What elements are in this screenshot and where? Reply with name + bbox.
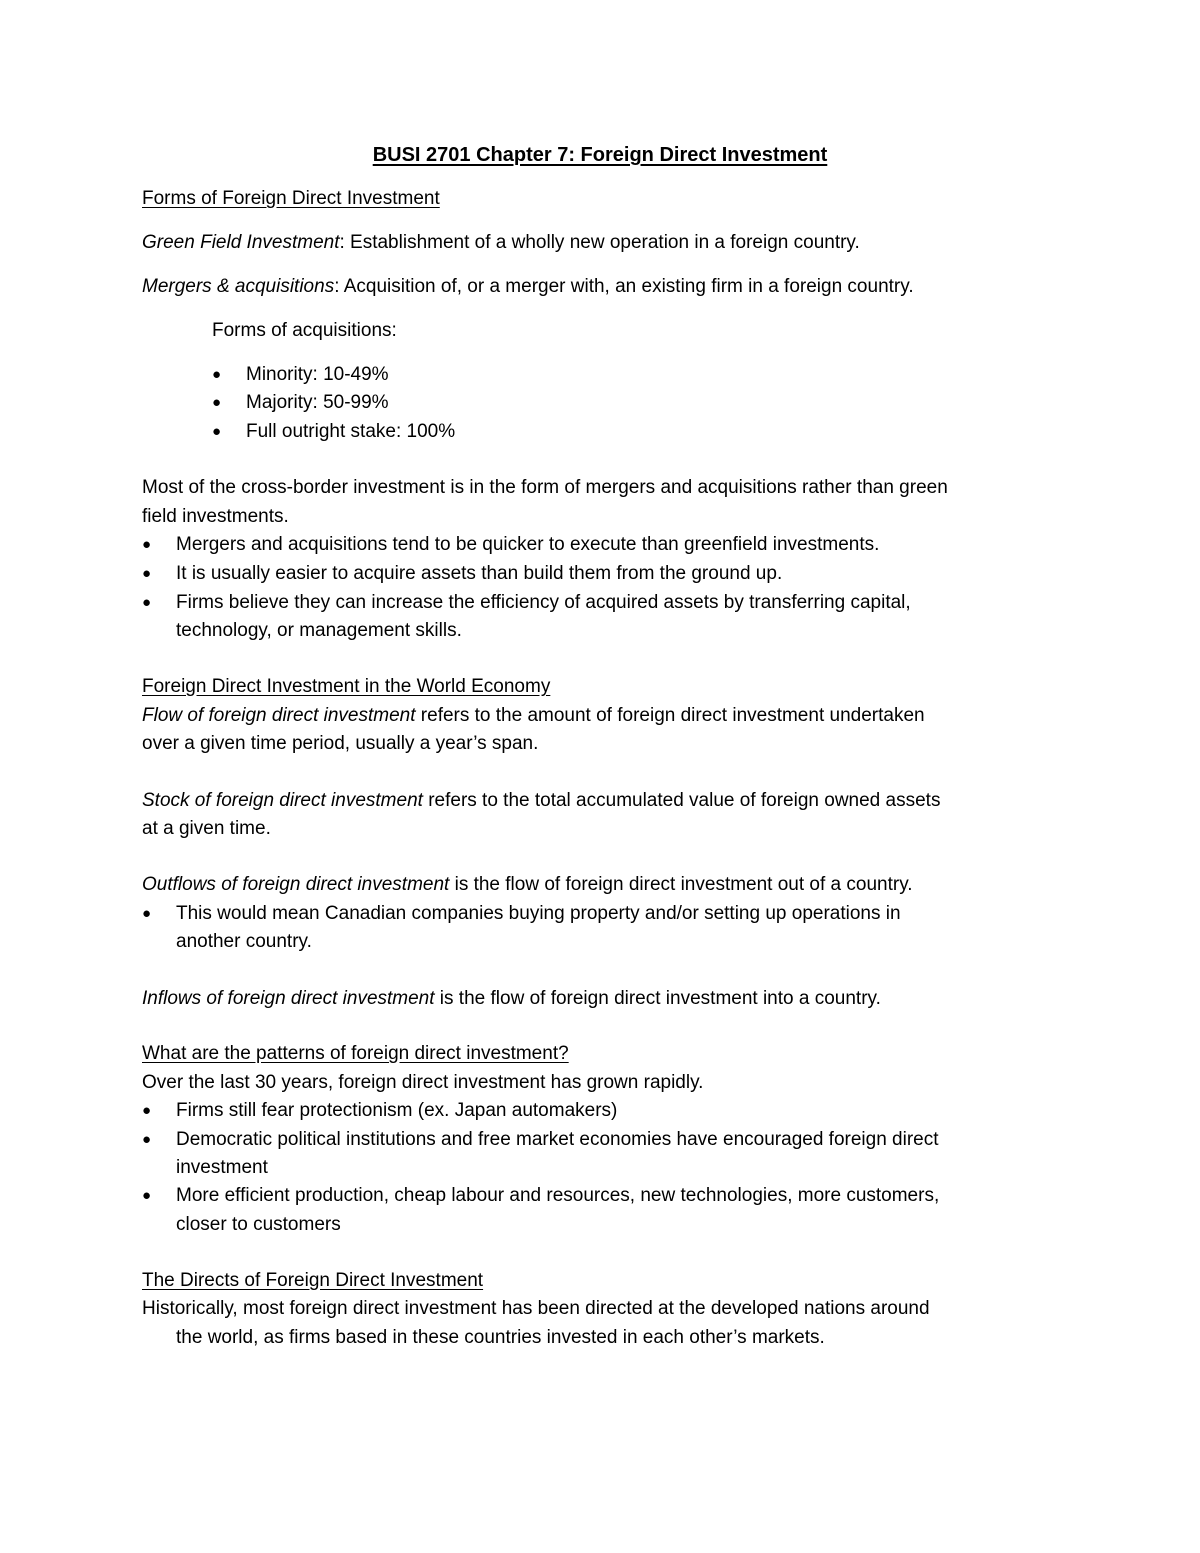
section-heading-directs: The Directs of Foreign Direct Investment	[142, 1270, 484, 1291]
bullet-icon: ●	[142, 536, 152, 553]
paragraph-line: Over the last 30 years, foreign direct investment has grown rapidly.	[142, 1072, 704, 1093]
list-item: Minority: 10-49%	[246, 364, 389, 385]
list-item: More efficient production, cheap labour and resources, new technologies, more customers,	[176, 1185, 940, 1206]
outflows-text: is the flow of foreign direct investment out of a country.	[449, 874, 913, 895]
stock-definition	[142, 789, 940, 813]
list-item: Firms believe they can increase the efficiency of acquired assets by transferring capital,	[176, 592, 911, 613]
inflows-text: is the flow of foreign direct investment into a country.	[434, 988, 881, 1009]
list-item-continuation: closer to customers	[176, 1214, 341, 1235]
list-item-continuation: another country.	[176, 931, 312, 952]
list-item: Full outright stake: 100%	[246, 421, 456, 442]
bullet-icon: ●	[142, 905, 152, 922]
bullet-icon: ●	[142, 1187, 152, 1204]
bullet-icon: ●	[142, 565, 152, 582]
list-item-continuation: technology, or management skills.	[176, 620, 462, 641]
mergers-text: : Acquisition of, or a merger with, an existing firm in a foreign country.	[334, 276, 914, 297]
page-title: BUSI 2701 Chapter 7: Foreign Direct Investment	[372, 144, 828, 166]
paragraph-line: Most of the cross-border investment is in the form of mergers and acquisitions rather than green	[142, 477, 948, 498]
section-heading-world-economy: Foreign Direct Investment in the World Economy	[142, 676, 551, 697]
acquisitions-label: Forms of acquisitions:	[212, 320, 397, 341]
list-item: Democratic political institutions and free market economies have encouraged foreign direct	[176, 1129, 939, 1150]
list-item: Majority: 50-99%	[246, 392, 389, 413]
list-item: Firms still fear protectionism (ex. Japan automakers)	[176, 1100, 618, 1121]
bullet-icon: ●	[212, 394, 222, 411]
paragraph-line: the world, as firms based in these countries invested in each other’s markets.	[176, 1327, 825, 1348]
green-field-term: Green Field Investment	[142, 232, 340, 253]
bullet-icon: ●	[212, 423, 222, 440]
mergers-definition	[142, 275, 914, 299]
flow-text: refers to the amount of foreign direct investment undertaken	[415, 705, 925, 726]
outflows-term: Outflows of foreign direct investment	[142, 874, 450, 895]
bullet-icon: ●	[142, 1131, 152, 1148]
section-heading-forms: Forms of Foreign Direct Investment	[142, 188, 440, 209]
green-field-text: : Establishment of a wholly new operation in a foreign country.	[339, 232, 860, 253]
list-item: It is usually easier to acquire assets than build them from the ground up.	[176, 563, 783, 584]
paragraph-line: over a given time period, usually a year’s span.	[142, 733, 539, 754]
paragraph-line: Historically, most foreign direct investment has been directed at the developed nations around	[142, 1298, 930, 1319]
inflows-term: Inflows of foreign direct investment	[142, 988, 435, 1009]
section-heading-patterns: What are the patterns of foreign direct investment?	[142, 1043, 569, 1064]
stock-term: Stock of foreign direct investment	[142, 790, 423, 811]
green-field-definition	[142, 231, 860, 255]
bullet-icon: ●	[142, 1102, 152, 1119]
flow-definition	[142, 704, 925, 728]
mergers-term: Mergers & acquisitions	[142, 276, 335, 297]
stock-text: refers to the total accumulated value of foreign owned assets	[422, 790, 941, 811]
outflows-definition	[142, 873, 913, 897]
paragraph-line: at a given time.	[142, 818, 271, 839]
list-item-continuation: investment	[176, 1157, 268, 1178]
inflows-definition	[142, 987, 881, 1011]
list-item: Mergers and acquisitions tend to be quicker to execute than greenfield investments.	[176, 534, 880, 555]
bullet-icon: ●	[142, 594, 152, 611]
flow-term: Flow of foreign direct investment	[142, 705, 416, 726]
bullet-icon: ●	[212, 366, 222, 383]
list-item: This would mean Canadian companies buying property and/or setting up operations in	[176, 903, 901, 924]
paragraph-line: field investments.	[142, 506, 289, 527]
